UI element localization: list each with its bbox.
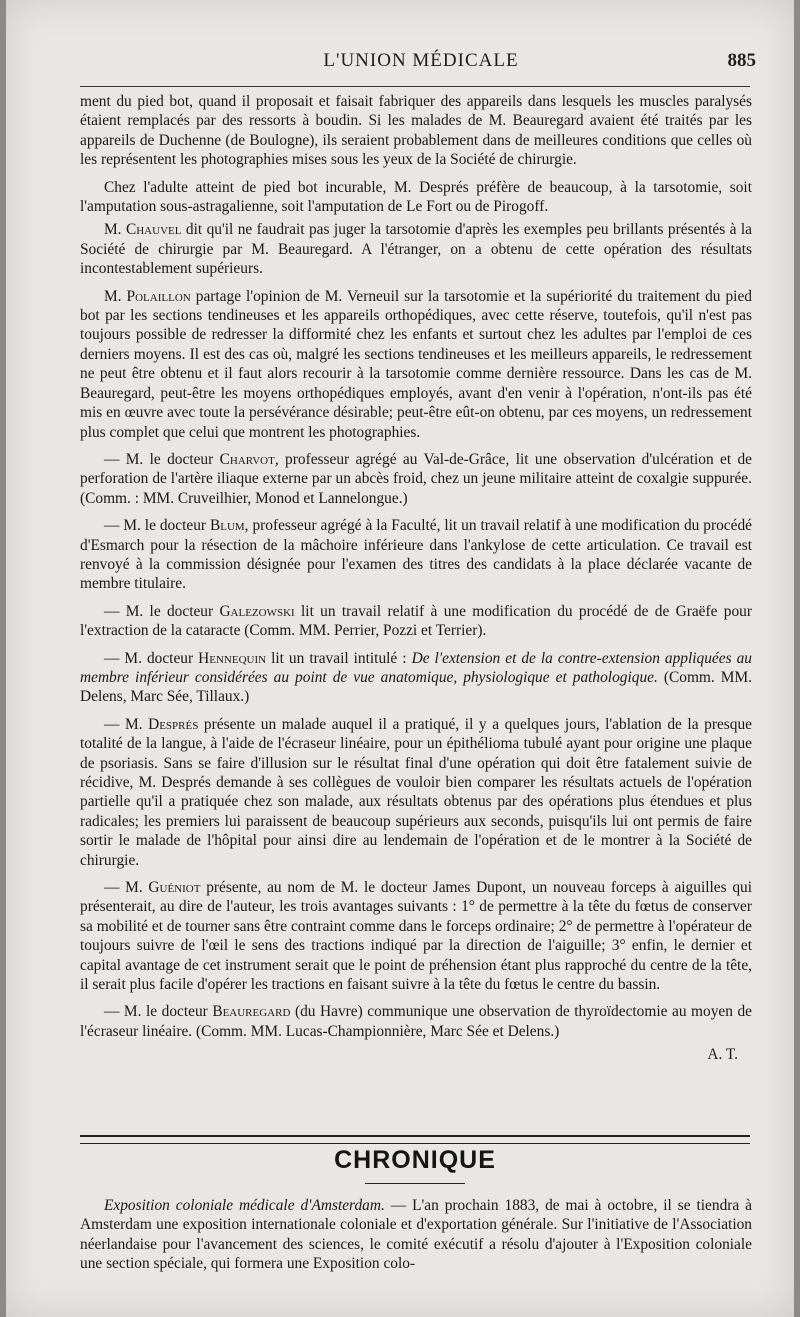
paragraph — [80, 178, 752, 217]
item-title: Exposition coloniale médicale d'Amsterdam. — [104, 1197, 385, 1214]
paragraph-text: , professeur agrégé au Val-de-Grâce, lit une observation d'ulcération et de perforation de l'artère iliaque externe par un abcès froid, chez un jeune militaire atteint de coxalgie suppurée. (Comm. : MM. Cruveilhier, Monod et Lannelongue.) — [80, 450, 753, 507]
paragraph-text: lit un travail relatif à une modification du procédé de de Graëfe pour l'extraction de la cataracte (Comm. MM. Perrier, Pozzi et Terrier). — [80, 602, 752, 640]
paragraph — [80, 602, 752, 641]
paragraph — [80, 715, 752, 870]
work-title: De l'extension et de la contre-extension appliquées au membre inférieur considérées au point de vue anatomique, physiologique et pathologique. — [80, 649, 752, 686]
article-body — [80, 92, 752, 1065]
paragraph-text: dit qu'il ne faudrait pas juger la tarsotomie d'après les exemples peu brillants présentés à la Société de chirurgie par M. Beauregard. A l'étranger, on a obtenu de cette opération des résultats incontestablement supérieurs. — [80, 221, 752, 278]
paragraph-text: (du Havre) communique une observation de thyroïdectomie au moyen de l'écraseur linéaire. (Comm. MM. Lucas-Championnière, Marc Sée et Delens.) — [80, 1003, 752, 1040]
paragraph-text: (Comm. MM. Delens, Marc Sée, Tillaux.) — [80, 668, 752, 706]
section-divider — [80, 1135, 750, 1144]
paragraph — [80, 92, 752, 170]
chronique-body — [80, 1196, 752, 1274]
paragraph-text: — L'an prochain 1883, de mai à octobre, il se tiendra à Amsterdam une exposition internationale coloniale et d'exportation générale. Sur l'initiative de l'Association néerlandaise pour l'avancement des sciences, le comité exécutif a résolu d'ajouter à l'Exposition coloniale une section spéciale, qui formera une Exposition colo- — [80, 1197, 752, 1273]
speaker-name: Beauregard — [212, 1003, 291, 1021]
paragraph — [80, 1196, 752, 1274]
speaker-name: Blum — [209, 517, 245, 535]
paragraph — [80, 878, 752, 994]
page-number: 885 — [727, 50, 756, 71]
speaker-name: Hennequin — [198, 649, 267, 667]
paragraph-text: présente un malade auquel il a pratiqué, il y a quelques jours, l'ablation de la presque totalité de la langue, à l'aide de l'écraseur linéaire, pour un épithélioma tubulé ayant pour origine une plaque de psoriasis. Sans se faire d'illusion sur le résultat final d'une opération qui doit être fatalement suivie de récidive, M. Després demande à ses collègues de vouloir bien comparer les résultats actuels de l'opération partielle qu'il a pratiquée chez son malade, aux résultats obtenus par des opérations plus étendues et plus radicales; les premiers lui paraissent de beaucoup supérieurs aux seconds, puisqu'ils lui ont permis de faire sortir le malade de l'hôpital pour ainsi dire au lendemain de l'opération et de le montrer à la Société de chirurgie. — [80, 715, 752, 869]
paragraph-text: partage l'opinion de M. Verneuil sur la tarsotomie et la supériorité du traitement du pied bot par les sections tendineuses et les appareils orthopédiques, avec cette réserve, toutefois, qu'il n'est pas toujours possible de redresser la difformité chez les enfants et surtout chez les adultes par l'emploi de ces derniers moyens. Il est des cas où, malgré les sections tendineuses et les meilleurs appareils, le redressement ne peut être obtenu et il faut alors recourir à la tarsotomie comme dernière ressource. Dans les cas de M. Beauregard, peut-être les moyens orthopédiques employés, avant d'en venir à l'opération, n'ont-ils pas été mis en œuvre avec toute la persévérance désirable; peut-être eût-on obtenu, par ces moyens, un redressement plus complet que celui que montrent les photographies. — [80, 287, 752, 441]
paragraph-text: , professeur agrégé à la Faculté, lit un travail relatif à une modification du procédé d'Esmarch pour la résection de la mâchoire inférieure dans l'ankylose de cette articulation. Ce travail est renvoyé à la commission désignée pour l'examen des titres des candidats à la place déclarée vacante de membre titulaire. — [80, 517, 752, 593]
paragraph-text: lit un travail intitulé : — [266, 649, 412, 667]
paragraph-text: — M. le docteur — [104, 602, 220, 620]
paragraph — [80, 649, 752, 707]
author-signature: A. T. — [707, 1046, 738, 1064]
heading-underline — [365, 1183, 465, 1184]
paragraph-text: — M. — [104, 879, 149, 897]
speaker-name: M. Chauvel — [104, 221, 182, 239]
paragraph-text: — M. le docteur — [104, 450, 220, 468]
section-heading: CHRONIQUE — [334, 1146, 496, 1174]
paragraph — [80, 220, 752, 278]
paragraph — [80, 287, 752, 442]
header-rule — [80, 86, 750, 87]
paragraph-text: — M. le docteur — [104, 517, 210, 535]
paragraph-text: — M. docteur — [104, 649, 199, 667]
speaker-name: Guéniot — [148, 879, 201, 897]
paragraph-text: Chez l'adulte atteint de pied bot incurable, M. Després préfère de beaucoup, à la tarsotomie, soit l'amputation sous-astragalienne, soit l'amputation de Le Fort ou de Pirogoff. — [80, 178, 752, 216]
speaker-name: M. Polaillon — [104, 287, 191, 305]
paragraph-text: ment du pied bot, quand il proposait et faisait fabriquer des appareils dans lesquels les muscles paralysés étaient remplacés par des ressorts à boudin. Si les malades de M. Beauregard avaient été traités par les appareils de Duchenne (de Boulogne), ils seraient probablement dans de meilleures conditions que celles où les représentent les photographies mises sous les yeux de la Société de chirurgie. — [80, 93, 752, 169]
page-header — [86, 46, 756, 76]
paragraph — [80, 516, 752, 594]
paragraph — [80, 450, 752, 508]
paragraph-text: — M. — [104, 715, 149, 733]
paragraph-text: — M. le docteur — [104, 1003, 213, 1021]
paragraph — [80, 1002, 752, 1041]
speaker-name: Després — [148, 715, 199, 733]
speaker-name: Galezowski — [219, 602, 295, 620]
paragraph-text: présente, au nom de M. le docteur James Dupont, un nouveau forceps à aiguilles qui présenterait, au dire de l'auteur, les trois avantages suivants : 1° de permettre à la tête du fœtus de conserver sa mobilité et de tourner sans être contraint comme dans le forceps ordinaire; 2° de permettre à l'opérateur de toujours suivre de l'œil le sens des tractions indiqué par la direction de l'aiguille; 3° enfin, le dernier et capital avantage de cet instrument serait que le point de préhension étant plus rapproché du centre de la tête, il serait plus facile d'opérer les tractions en faisant suivre à la tête du fœtus le centre du bassin. — [80, 879, 752, 994]
speaker-name: Charvot — [219, 450, 275, 468]
running-title: L'UNION MÉDICALE — [323, 50, 519, 71]
